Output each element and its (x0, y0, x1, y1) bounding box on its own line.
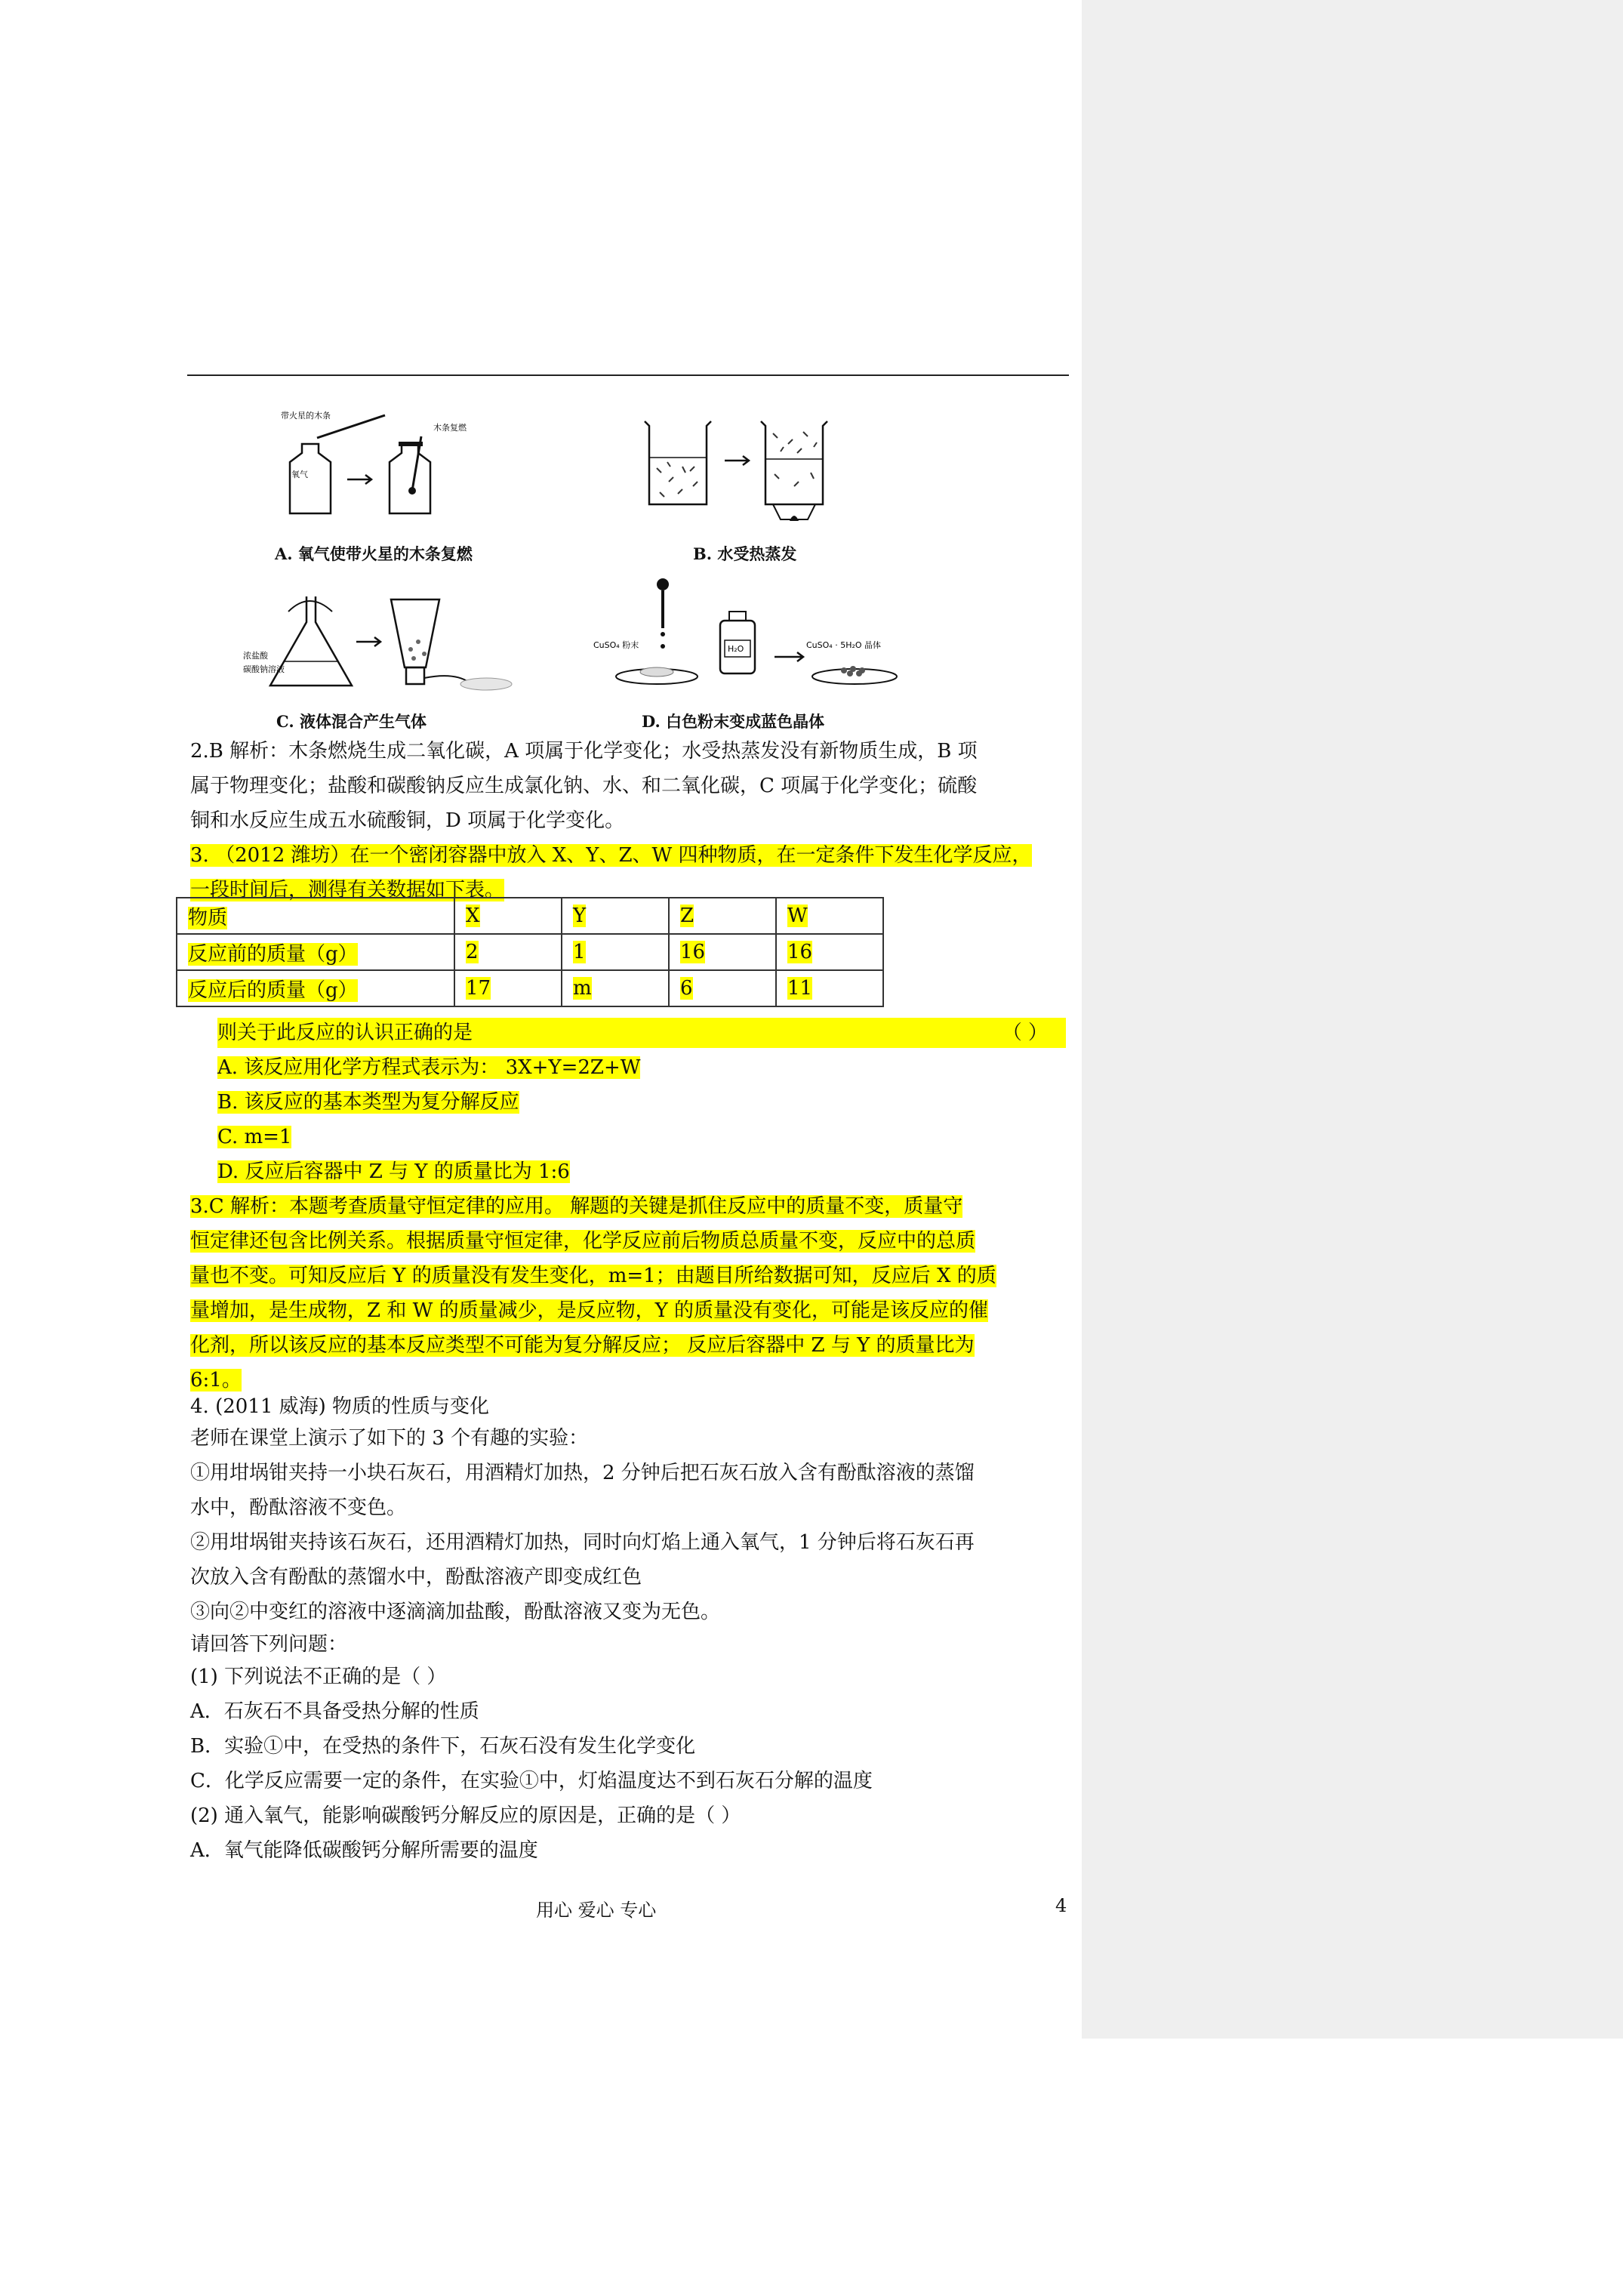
comment-pane (1082, 0, 1623, 2039)
table-cell: 6 (669, 970, 776, 1006)
question-4-line: ①用坩埚钳夹持一小块石灰石，用酒精灯加热，2 分钟后把石灰石放入含有酚酞溶液的蒸馏 (190, 1462, 975, 1484)
question-4-option: B．实验①中，在受热的条件下，石灰石没有发生化学变化 (190, 1735, 696, 1758)
question-4-option: A．氧气能降低碳酸钙分解所需要的温度 (190, 1839, 538, 1862)
question-4-subquestion-1: (1) 下列说法不正确的是（ ） (190, 1666, 447, 1688)
table-row (177, 934, 883, 970)
table-cell: 17 (454, 970, 562, 1006)
label-oxygen: 氧气 (291, 470, 308, 479)
table-cell: Y (562, 898, 669, 934)
figure-b-caption: B. 水受热蒸发 (693, 544, 797, 563)
question-4-option: A．石灰石不具备受热分解的性质 (190, 1700, 479, 1723)
question-3-stem: 则关于此反应的认识正确的是 （ ） (217, 1018, 1066, 1048)
answer-3-line-2: 恒定律还包含比例关系。根据质量守恒定律，化学反应前后物质总质量不变，反应中的总质 (190, 1230, 976, 1253)
table-row (177, 970, 883, 1006)
label-splint-relit: 木条复燃 (433, 423, 467, 433)
figure-d-caption: D. 白色粉末变成蓝色晶体 (642, 712, 825, 731)
question-3-option-c: C. m=1 (217, 1126, 292, 1148)
answer-3-line-4: 量增加，是生成物，Z 和 W 的质量减少，是反应物，Y 的质量没有变化，可能是该反应的催 (190, 1299, 989, 1322)
answer-3-line-3: 量也不变。可知反应后 Y 的质量没有发生变化，m=1；由题目所给数据可知，反应后 X 的质 (190, 1265, 996, 1287)
question-3-option-b: B. 该反应的基本类型为复分解反应 (217, 1091, 519, 1114)
table-cell: 反应后的质量（g） (177, 970, 454, 1006)
question-4-line: 请回答下列问题： (190, 1633, 348, 1656)
answer-3-line-1: 3.C 解析：本题考查质量守恒定律的应用。 解题的关键是抓住反应中的质量不变，质量守 (190, 1195, 963, 1218)
figure-d-copper-sulfate (593, 574, 941, 695)
table-cell: X (454, 898, 562, 934)
table-header-row (177, 898, 883, 934)
table-cell: m (562, 970, 669, 1006)
label-cuso4-5h2o-crystal: CuSO₄ · 5H₂O 晶体 (806, 640, 882, 650)
question-3-option-a: A. 该反应用化学方程式表示为： 3X+Y=2Z+W (217, 1056, 641, 1079)
label-na2co3-solution: 碳酸钠溶液 (243, 664, 285, 674)
table-cell: 2 (454, 934, 562, 970)
reaction-data-table (176, 897, 884, 1007)
question-4-line: ②用坩埚钳夹持该石灰石，还用酒精灯加热，同时向灯焰上通入氧气，1 分钟后将石灰石再 (190, 1531, 975, 1554)
table-cell: Z (669, 898, 776, 934)
label-cuso4-powder: CuSO₄ 粉末 (593, 640, 639, 650)
question-4-subquestion-2: (2) 通入氧气，能影响碳酸钙分解反应的原因是，正确的是（ ） (190, 1804, 741, 1827)
answer-3-line-5: 化剂，所以该反应的基本反应类型不可能为复分解反应； 反应后容器中 Z 与 Y 的质量比为 (190, 1334, 975, 1357)
table-cell: 反应前的质量（g） (177, 934, 454, 970)
answer-2-line-3: 铜和水反应生成五水硫酸铜，D 项属于化学变化。 (190, 809, 625, 832)
question-4-line: 水中，酚酞溶液不变色。 (190, 1496, 407, 1519)
label-conc-hcl: 浓盐酸 (243, 651, 268, 661)
question-4-line: 老师在课堂上演示了如下的 3 个有趣的实验： (190, 1427, 589, 1450)
question-3-option-d: D. 反应后容器中 Z 与 Y 的质量比为 1:6 (217, 1160, 570, 1183)
answer-3-line-6: 6:1。 (190, 1369, 242, 1391)
table-cell: W (776, 898, 883, 934)
table-cell: 物质 (177, 898, 454, 934)
answer-bracket: （ ） (1002, 1022, 1048, 1044)
answer-2-line-1: 2.B 解析：木条燃烧生成二氧化碳，A 项属于化学变化；水受热蒸发没有新物质生成，B 项 (190, 740, 978, 763)
figure-c-gas-production (243, 589, 515, 702)
figure-a-oxygen-splint (272, 408, 483, 521)
label-glowing-splint: 带火星的木条 (281, 411, 331, 421)
question-4-line: ③向②中变红的溶液中逐滴滴加盐酸，酚酞溶液又变为无色。 (190, 1601, 721, 1623)
answer-2-line-2: 属于物理变化；盐酸和碳酸钠反应生成氯化钠、水、和二氧化碳，C 项属于化学变化；硫酸 (190, 775, 978, 797)
table-cell: 11 (776, 970, 883, 1006)
question-4-line: 次放入含有酚酞的蒸馏水中，酚酞溶液产即变成红色 (190, 1566, 642, 1589)
table-cell: 1 (562, 934, 669, 970)
figure-b-water-evaporation (640, 414, 844, 535)
page-number: 4 (1055, 1895, 1067, 1916)
label-water: H₂O (728, 644, 744, 654)
figure-a-caption: A. 氧气使带火星的木条复燃 (275, 544, 473, 563)
figure-c-caption: C. 液体混合产生气体 (276, 712, 427, 731)
header-rule (187, 374, 1069, 376)
question-4-title: 4. (2011 威海) 物质的性质与变化 (190, 1395, 490, 1418)
table-cell: 16 (669, 934, 776, 970)
footer-motto: 用心 爱心 专心 (536, 1900, 657, 1921)
table-cell: 16 (776, 934, 883, 970)
question-3-intro-1: 3. （2012 潍坊）在一个密闭容器中放入 X、Y、Z、W 四种物质，在一定条件下发生化学反应， (190, 844, 1032, 867)
question-3-intro-2: 一段时间后，测得有关数据如下表。 (190, 879, 505, 901)
question-4-option: C．化学反应需要一定的条件，在实验①中，灯焰温度达不到石灰石分解的温度 (190, 1770, 873, 1792)
